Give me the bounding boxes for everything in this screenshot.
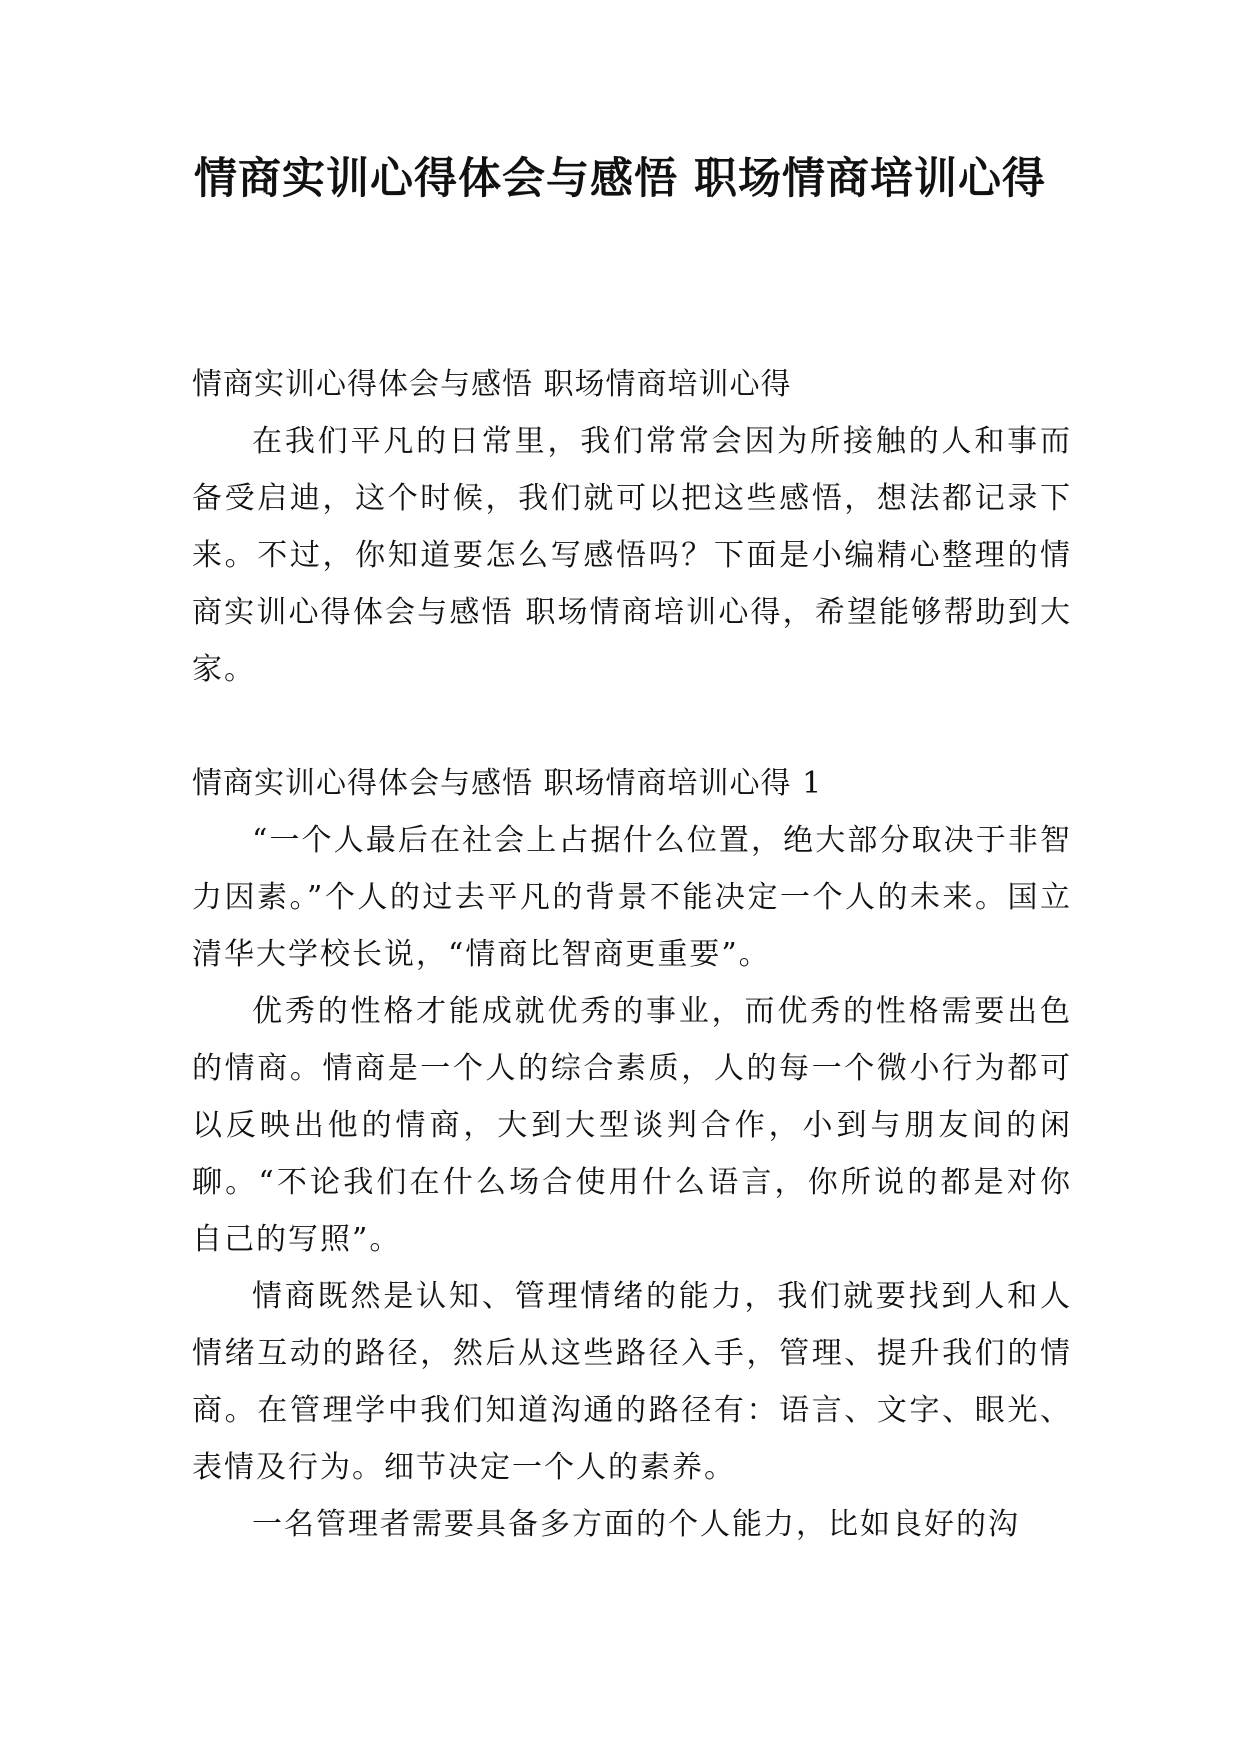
section-spacer [192, 698, 1072, 755]
intro-heading: 情商实训心得体会与感悟 职场情商培训心得 [192, 367, 792, 402]
section-1-paragraph-3: 情商既然是认知、管理情绪的能力，我们就要找到人和人情绪互动的路径，然后从这些路径入手，管理、提升我们的情商。在管理学中我们知道沟通的路径有：语言、文字、眼光、表情及行为。细节决定一个人的素养。 [192, 1279, 1072, 1485]
section-1-heading: 情商实训心得体会与感悟 职场情商培训心得 1 [192, 766, 823, 801]
section-1-paragraph-1: “一个人最后在社会上占据什么位置，绝大部分取决于非智力因素。”个人的过去平凡的背景不能决定一个人的未来。国立清华大学校长说，“情商比智商更重要”。 [192, 823, 1072, 972]
document-body [192, 356, 1072, 1553]
document-title: 情商实训心得体会与感悟 职场情商培训心得 [194, 154, 1046, 204]
intro-paragraph: 在我们平凡的日常里，我们常常会因为所接触的人和事而备受启迪，这个时候，我们就可以把这些感悟，想法都记录下来。不过，你知道要怎么写感悟吗？下面是小编精心整理的情商实训心得体会与感悟 职场情商培训心得，希望能够帮助到大家。 [192, 424, 1072, 687]
section-1-paragraph-2: 优秀的性格才能成就优秀的事业，而优秀的性格需要出色的情商。情商是一个人的综合素质，人的每一个微小行为都可以反映出他的情商，大到大型谈判合作，小到与朋友间的闲聊。“不论我们在什么场合使用什么语言，你所说的都是对你自己的写照”。 [192, 994, 1072, 1257]
section-1-paragraph-4: 一名管理者需要具备多方面的个人能力，比如良好的沟 [252, 1507, 1020, 1542]
